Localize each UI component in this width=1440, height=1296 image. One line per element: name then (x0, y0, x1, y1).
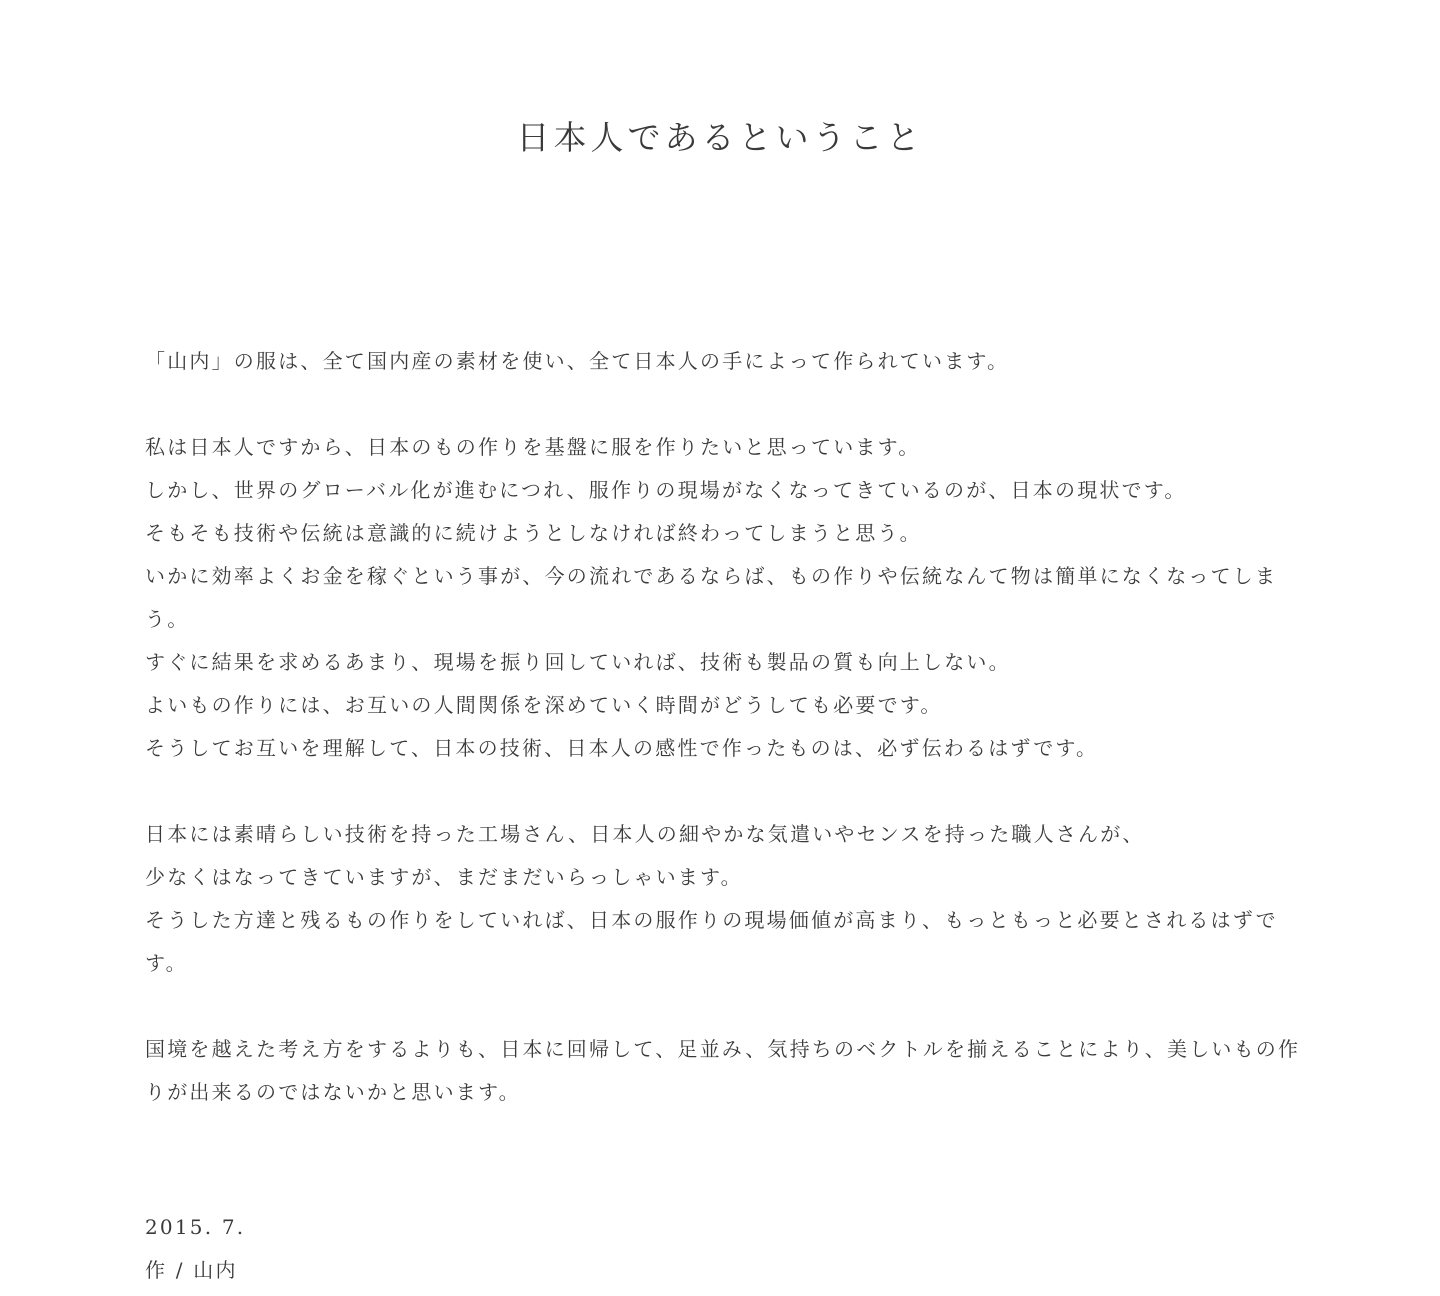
paragraph-3 (145, 813, 1315, 985)
page-title: 日本人であるということ (516, 118, 924, 157)
paragraph-line: 少なくはなってきていますが、まだまだいらっしゃいます。 (145, 865, 743, 889)
paragraph-2 (145, 426, 1315, 770)
paragraph-line: そうした方達と残るもの作りをしていれば、日本の服作りの現場価値が高まり、もっともっと必要とされるはずです。 (145, 908, 1278, 975)
paragraph-4 (145, 1028, 1315, 1114)
signature-author: 作 / 山内 (145, 1258, 238, 1282)
paragraph-line: そうしてお互いを理解して、日本の技術、日本人の感性で作ったものは、必ず伝わるはずです。 (145, 736, 1099, 760)
paragraph-line: 私は日本人ですから、日本のもの作りを基盤に服を作りたいと思っています。 (145, 435, 921, 459)
paragraph-1 (145, 340, 1315, 383)
paragraph-line: 国境を越えた考え方をするよりも、日本に回帰して、足並み、気持ちのベクトルを揃えることにより、美しいもの作りが出来るのではないかと思います。 (145, 1037, 1301, 1104)
signature-block (145, 1206, 245, 1292)
paragraph-line: いかに効率よくお金を稼ぐという事が、今の流れであるならば、もの作りや伝統なんて物は簡単になくなってしまう。 (145, 564, 1278, 631)
signature-date: 2015. 7. (145, 1215, 246, 1239)
paragraph-line: そもそも技術や伝統は意識的に続けようとしなければ終わってしまうと思う。 (145, 521, 922, 545)
paragraph-line: よいもの作りには、お互いの人間関係を深めていく時間がどうしても必要です。 (145, 693, 943, 717)
paragraph-line: 日本には素晴らしい技術を持った工場さん、日本人の細やかな気遣いやセンスを持った職人さんが、 (145, 822, 1145, 846)
paragraph-line: すぐに結果を求めるあまり、現場を振り回していれば、技術も製品の質も向上しない。 (145, 650, 1011, 674)
paragraph-line: しかし、世界のグローバル化が進むにつれ、服作りの現場がなくなってきているのが、日本の現状です。 (145, 478, 1187, 502)
paragraph-line: 「山内」の服は、全て国内産の素材を使い、全て日本人の手によって作られています。 (145, 349, 1010, 373)
essay-body (145, 340, 1315, 1114)
